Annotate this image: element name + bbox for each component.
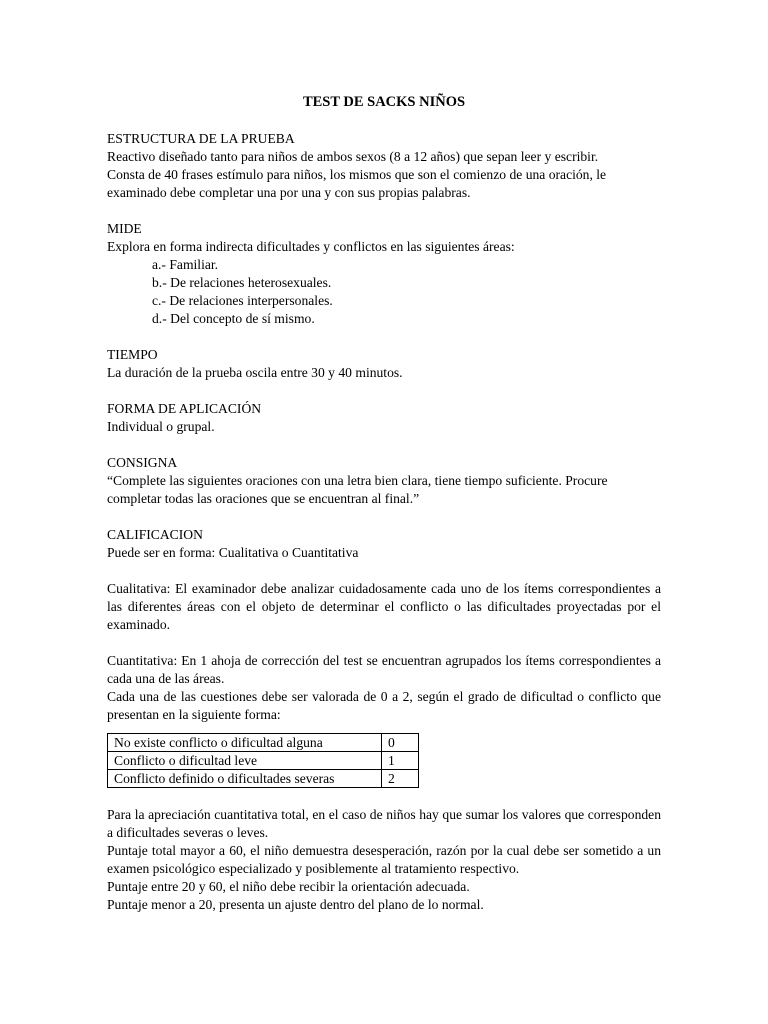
table-cell-value: 0 bbox=[382, 734, 419, 752]
list-item: b.- De relaciones heterosexuales. bbox=[152, 275, 332, 290]
heading-consigna: CONSIGNA bbox=[107, 455, 178, 470]
section-consigna bbox=[107, 454, 661, 508]
list-item: a.- Familiar. bbox=[152, 257, 219, 272]
estructura-line1: Reactivo diseñado tanto para niños de ambos sexos (8 a 12 años) que sepan leer y escribir. bbox=[107, 149, 599, 164]
section-tiempo bbox=[107, 346, 661, 382]
apreciacion-p3: Puntaje entre 20 y 60, el niño debe recibir la orientación adecuada. bbox=[107, 879, 470, 894]
heading-mide: MIDE bbox=[107, 221, 142, 236]
table-cell-label: No existe conflicto o dificultad alguna bbox=[108, 734, 382, 752]
heading-calificacion: CALIFICACION bbox=[107, 527, 203, 542]
apreciacion-p4: Puntaje menor a 20, presenta un ajuste dentro del plano de lo normal. bbox=[107, 897, 484, 912]
calificacion-text: Puede ser en forma: Cualitativa o Cuantitativa bbox=[107, 545, 359, 560]
section-apreciacion bbox=[107, 806, 661, 914]
section-forma bbox=[107, 400, 661, 436]
mide-intro: Explora en forma indirecta dificultades y conflictos en las siguientes áreas: bbox=[107, 239, 515, 254]
table-cell-value: 1 bbox=[382, 752, 419, 770]
table-cell-label: Conflicto o dificultad leve bbox=[108, 752, 382, 770]
heading-estructura: ESTRUCTURA DE LA PRUEBA bbox=[107, 131, 295, 146]
heading-tiempo: TIEMPO bbox=[107, 347, 158, 362]
table-cell-value: 2 bbox=[382, 770, 419, 788]
section-cualitativa bbox=[107, 580, 661, 634]
list-item: d.- Del concepto de sí mismo. bbox=[152, 311, 315, 326]
section-calificacion bbox=[107, 526, 661, 562]
section-mide bbox=[107, 220, 661, 328]
scale-table bbox=[107, 733, 419, 788]
apreciacion-p1: Para la apreciación cuantitativa total, en el caso de niños hay que sumar los valores que corresponden a dificultades severas o leves. bbox=[107, 807, 661, 840]
section-estructura bbox=[107, 130, 661, 202]
heading-forma: FORMA DE APLICACIÓN bbox=[107, 401, 262, 416]
apreciacion-p2: Puntaje total mayor a 60, el niño demuestra desesperación, razón por la cual debe ser sometido a un examen psicológico especializado y posiblemente al tratamiento respectivo. bbox=[107, 843, 661, 876]
estructura-line2: Consta de 40 frases estímulo para niños, los mismos que son el comienzo de una oración, le examinado debe completar una por una y con sus propias palabras. bbox=[107, 167, 607, 200]
list-item: c.- De relaciones interpersonales. bbox=[152, 293, 333, 308]
table-row bbox=[108, 752, 419, 770]
table-row bbox=[108, 734, 419, 752]
table-cell-label: Conflicto definido o dificultades severas bbox=[108, 770, 382, 788]
cualitativa-text: Cualitativa: El examinador debe analizar cuidadosamente cada uno de los ítems correspondientes a las diferentes áreas con el objeto de determinar el conflicto o las dificultades proyectadas por el examinado. bbox=[107, 581, 661, 632]
mide-list bbox=[107, 256, 661, 328]
document-page bbox=[107, 92, 661, 914]
table-row bbox=[108, 770, 419, 788]
forma-text: Individual o grupal. bbox=[107, 419, 215, 434]
cuantitativa-p2: Cada una de las cuestiones debe ser valorada de 0 a 2, según el grado de dificultad o conflicto que presentan en la siguiente forma: bbox=[107, 689, 661, 722]
tiempo-text: La duración de la prueba oscila entre 30 y 40 minutos. bbox=[107, 365, 403, 380]
cuantitativa-p1: Cuantitativa: En 1 ahoja de corrección del test se encuentran agrupados los ítems correspondientes a cada una de las áreas. bbox=[107, 653, 661, 686]
consigna-text: “Complete las siguientes oraciones con una letra bien clara, tiene tiempo suficiente. Procure completar todas las oraciones que se encuentran al final.” bbox=[107, 473, 608, 506]
section-cuantitativa bbox=[107, 652, 661, 724]
document-title: TEST DE SACKS NIÑOS bbox=[302, 94, 466, 110]
